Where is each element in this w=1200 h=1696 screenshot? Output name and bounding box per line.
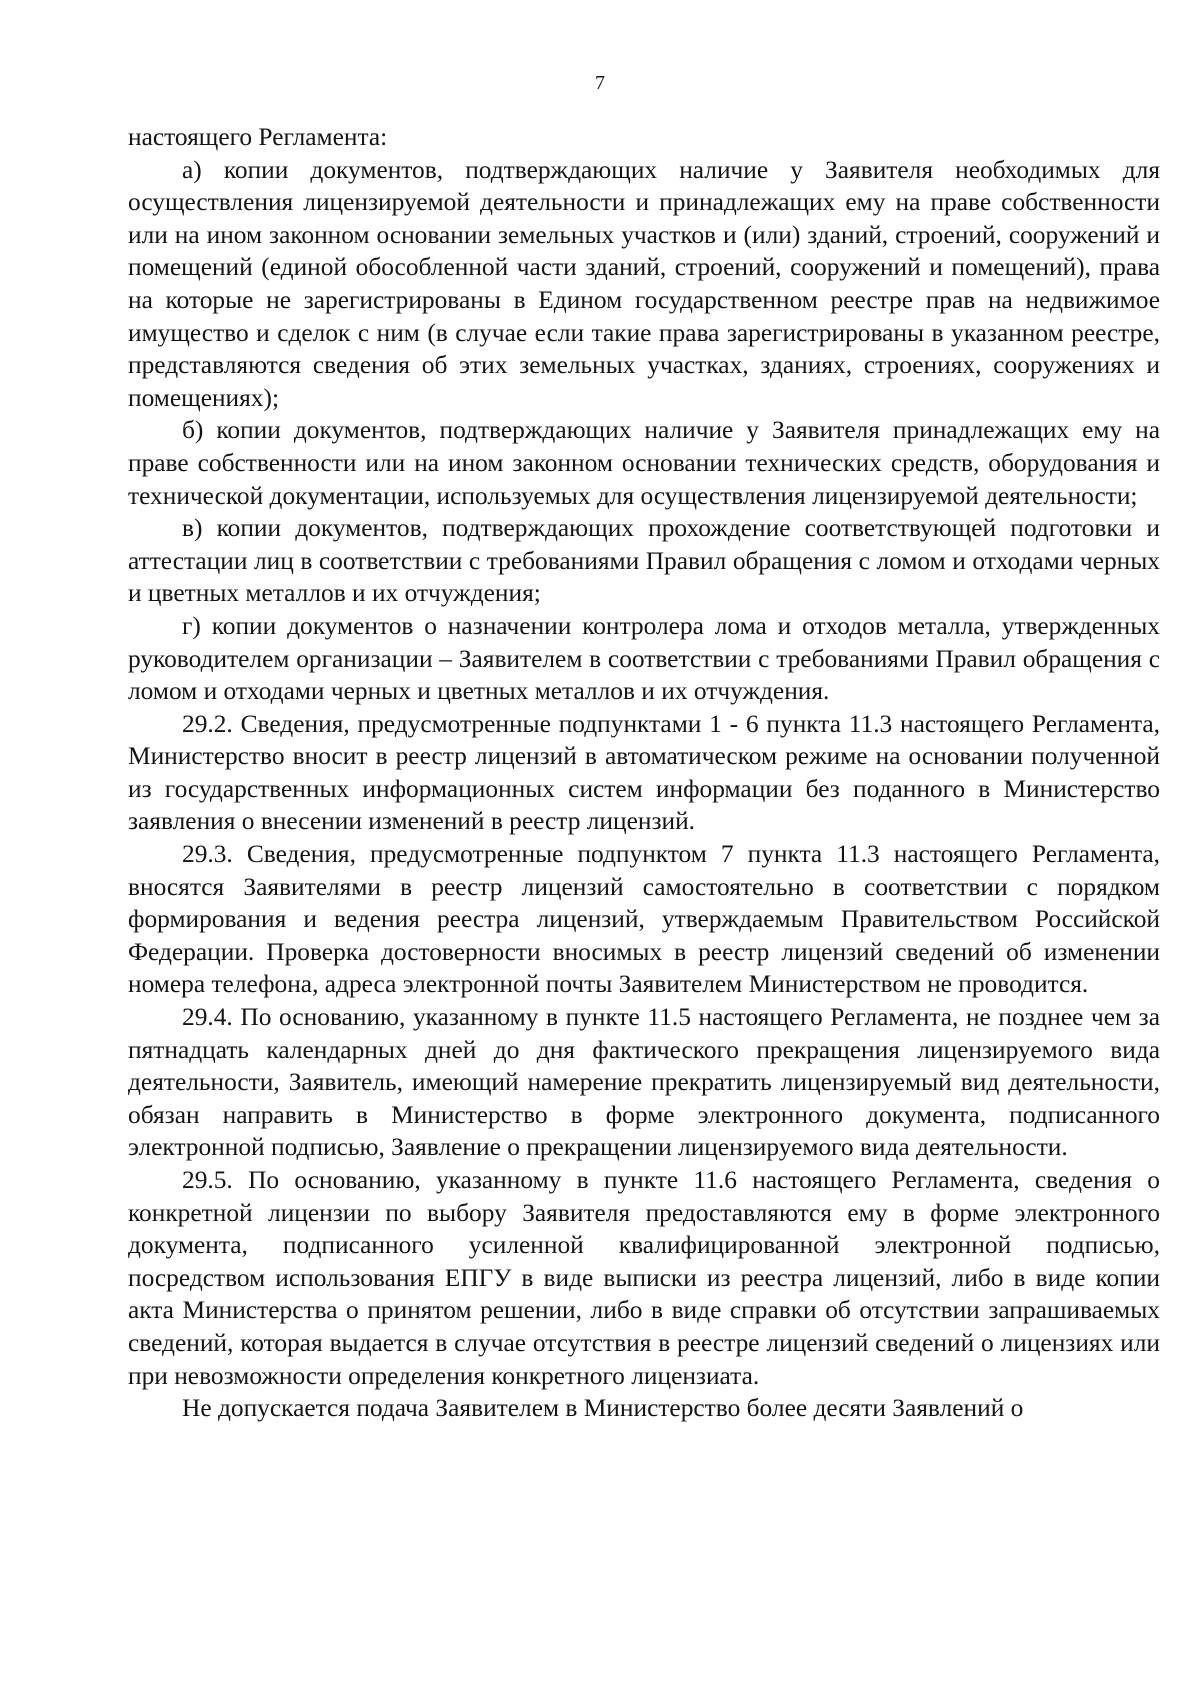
paragraph-item-g: г) копии документов о назначении контролера лома и отходов металла, утвержденных руководителем организации – Заявителем в соответствии с требованиями Правил обращения с ломом и отходами черных и цветных металлов и их отчуждения.	[128, 611, 1160, 706]
paragraph-29-2: 29.2. Сведения, предусмотренные подпунктами 1 - 6 пункта 11.3 настоящего Регламента, Министерство вносит в реестр лицензий в автоматическом режиме на основании полученной из государственных информационных систем информации без поданного в Министерство заявления о внесении изменений в реестр лицензий.	[128, 709, 1160, 836]
paragraph-item-a: а) копии документов, подтверждающих наличие у Заявителя необходимых для осуществления лицензируемой деятельности и принадлежащих ему на праве собственности или на ином законном основании земельных участков и (или) зданий, строений, сооружений и помещений (единой обособленной части зданий, строений, сооружений и помещений), права на которые не зарегистрированы в Едином государственном реестре прав на недвижимое имущество и сделок с ним (в случае если такие права зарегистрированы в указанном реестре, представляются сведения об этих земельных участках, зданиях, строениях, сооружениях и помещениях);	[128, 155, 1160, 412]
page-number: 7	[595, 72, 605, 94]
paragraph-29-3: 29.3. Сведения, предусмотренные подпунктом 7 пункта 11.3 настоящего Регламента, вносятся Заявителями в реестр лицензий самостоятельно в соответствии с порядком формирования и ведения реестра лицензий, утверждаемым Правительством Российской Федерации. Проверка достоверности вносимых в реестр лицензий сведений об изменении номера телефона, адреса электронной почты Заявителем Министерством не проводится.	[128, 840, 1160, 999]
paragraph-29-5: 29.5. По основанию, указанному в пункте 11.6 настоящего Регламента, сведения о конкретной лицензии по выбору Заявителя предоставляются ему в форме электронного документа, подписанного усиленной квалифицированной электронной подписью, посредством использования ЕПГУ в виде выписки из реестра лицензий, либо в виде копии акта Министерства о принятом решении, либо в виде справки об отсутствии запрашиваемых сведений, которая выдается в случае отсутствия в реестре лицензий сведений о лицензиях или при невозможности определения конкретного лицензиата.	[128, 1166, 1160, 1390]
paragraph-item-v: в) копии документов, подтверждающих прохождение соответствующей подготовки и аттестации лиц в соответствии с требованиями Правил обращения с ломом и отходами черных и цветных металлов и их отчуждения;	[128, 514, 1160, 608]
paragraph-29-4: 29.4. По основанию, указанному в пункте 11.5 настоящего Регламента, не позднее чем за пятнадцать календарных дней до дня фактического прекращения лицензируемого вида деятельности, Заявитель, имеющий намерение прекратить лицензируемый вид деятельности, обязан направить в Министерство в форме электронного документа, подписанного электронной подписью, Заявление о прекращении лицензируемого вида деятельности.	[128, 1003, 1160, 1162]
document-body	[128, 121, 1160, 1425]
paragraph-final: Не допускается подача Заявителем в Министерство более десяти Заявлений о	[182, 1394, 1024, 1423]
paragraph-continuation: настоящего Регламента:	[128, 123, 388, 151]
paragraph-item-b: б) копии документов, подтверждающих наличие у Заявителя принадлежащих ему на праве собственности или на ином законном основании технических средств, оборудования и технической документации, используемых для осуществления лицензируемой деятельности;	[128, 416, 1160, 510]
